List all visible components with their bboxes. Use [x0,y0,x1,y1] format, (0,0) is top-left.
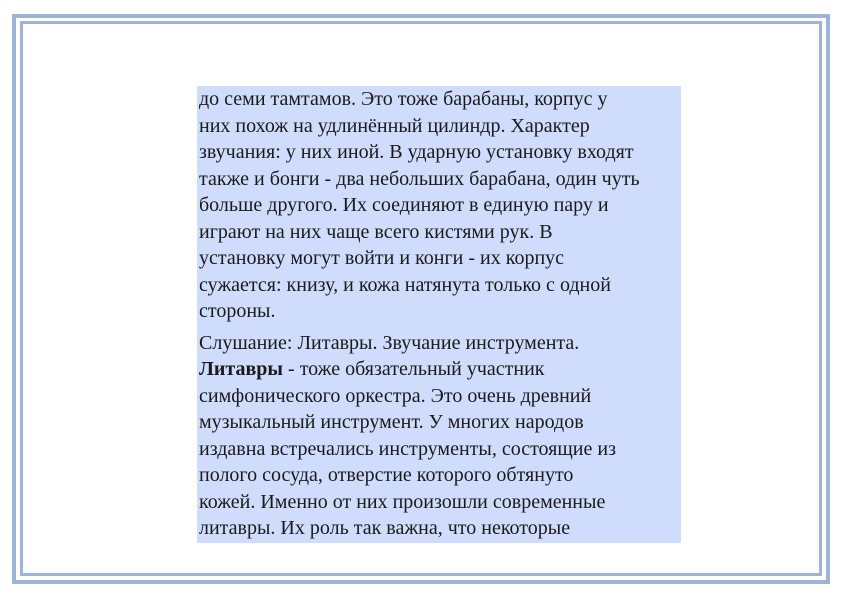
paragraph-timpani [199,330,679,542]
text-line: установку могут войти и конги - их корпус [199,247,565,269]
text-line: звучания: у них иной. В ударную установку входят [199,141,634,163]
text-line: больше другого. Их соединяют в единую пару и [199,194,609,216]
text-line: сужается: книзу, и кожа натянута только с одной [199,273,611,296]
text-line: симфонического оркестра. Это очень древний [199,384,592,407]
text-line: музыкальный инструмент. У многих народов [199,411,584,433]
text-line: Слушание: Литавры. Звучание инструмента. [199,331,580,354]
term-timpani-bold: Литавры [199,358,284,380]
text-line: играют на них чаще всего кистями рук. В [199,220,553,243]
text-line: издавна встречались инструменты, состоящие из [199,437,616,460]
paragraph-drums [199,86,679,325]
text-line: них похож на удлинённый цилиндр. Характер [199,114,590,137]
text-line: полого сосуда, отверстие которого обтянуто [199,464,574,486]
text-line: стороны. [199,300,276,322]
text-line: также и бонги - два небольших барабана, один чуть [199,167,640,190]
text-line [199,356,679,383]
text-block [197,86,681,543]
text-fragment: - тоже обязательный участник [283,358,545,380]
text-line: литавры. Их роль так важна, что некоторые [199,517,571,539]
text-line: до семи тамтамов. Это тоже барабаны, корпус у [199,88,608,110]
text-line: кожей. Именно от них произошли современные [199,490,606,513]
